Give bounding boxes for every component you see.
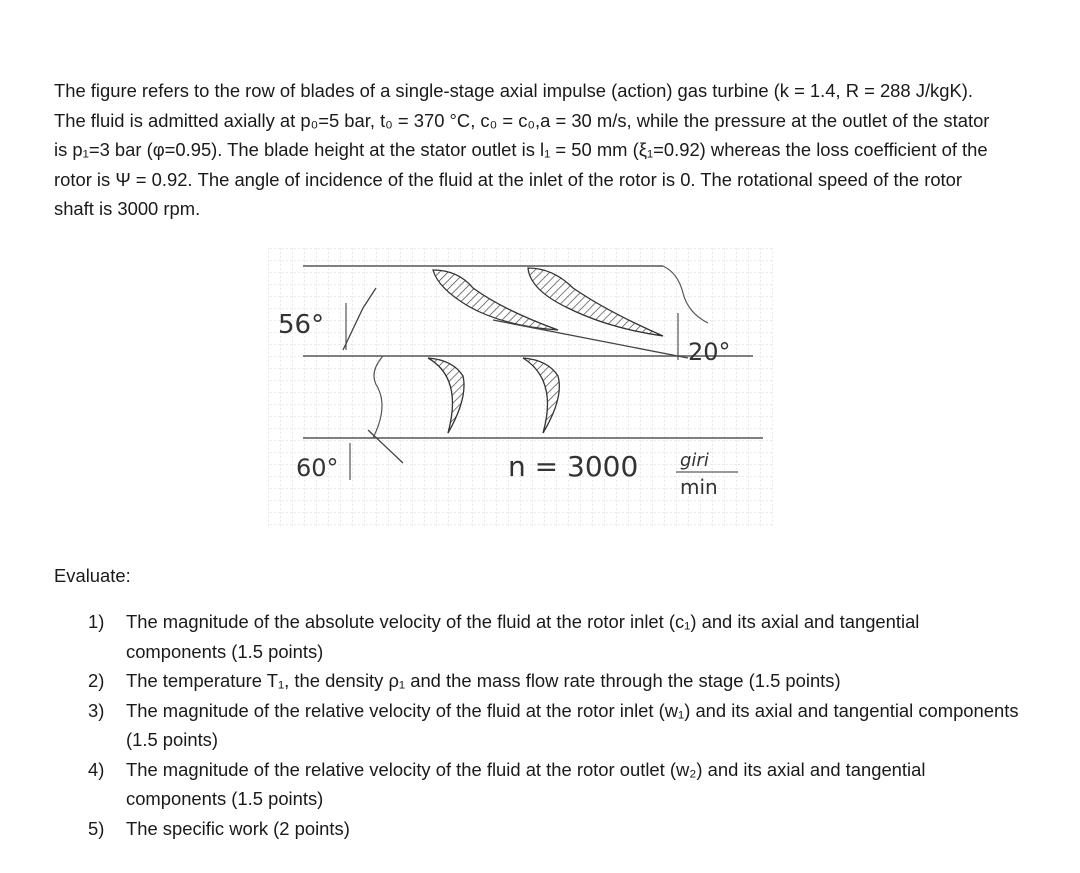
question-number: 1)	[88, 611, 105, 632]
question-number: 2)	[88, 670, 105, 691]
problem-statement: The figure refers to the row of blades of a single-stage axial impulse (action) gas turbine (k = 1.4, R = 288 J/kgK). The fluid is admitted axially at p₀=5 bar, t₀ = 370 °C, c₀ = c₀,a = 30 m/s, while the pressure at the outlet of the stator is p₁=3 bar (φ=0.95). The blade height at the stator outlet is l₁ = 50 mm (ξ₁=0.92) whereas the loss coefficient of the rotor is Ψ = 0.92. The angle of incidence of the fluid at the inlet of the rotor is 0. The rotational speed of the rotor shaft is 3000 rpm.	[54, 80, 990, 219]
angle-label-56: 56°	[278, 310, 325, 340]
unit-numerator: giri	[680, 450, 709, 471]
question-number: 5)	[88, 817, 105, 839]
angle-label-20: 20°	[688, 338, 731, 366]
angle-label-60: 60°	[296, 454, 339, 482]
question-item	[84, 814, 1024, 844]
question-item	[84, 755, 1024, 814]
unit-denominator: min	[680, 475, 718, 499]
question-text: The temperature T₁, the density ρ₁ and the mass flow rate through the stage (1.5 points)	[126, 670, 841, 691]
blade-sketch	[268, 248, 773, 526]
question-number: 3)	[88, 699, 105, 721]
speed-label: n = 3000	[508, 450, 639, 483]
question-item	[84, 696, 1024, 755]
question-text: The magnitude of the relative velocity of the fluid at the rotor outlet (w₂) and its axial and tangential components (1.5 points)	[126, 758, 926, 809]
question-item	[84, 666, 1024, 696]
question-number: 4)	[88, 758, 105, 780]
blade-row-figure	[268, 248, 773, 526]
question-text: The magnitude of the relative velocity of the fluid at the rotor inlet (w₁) and its axial and tangential components (1.5 points)	[126, 699, 1019, 750]
question-item	[84, 607, 1024, 666]
question-list	[84, 607, 1024, 843]
question-text: The specific work (2 points)	[126, 817, 350, 839]
question-text: The magnitude of the absolute velocity of the fluid at the rotor inlet (c₁) and its axial and tangential components (1.5 points)	[126, 611, 920, 662]
evaluate-heading: Evaluate:	[54, 565, 131, 586]
